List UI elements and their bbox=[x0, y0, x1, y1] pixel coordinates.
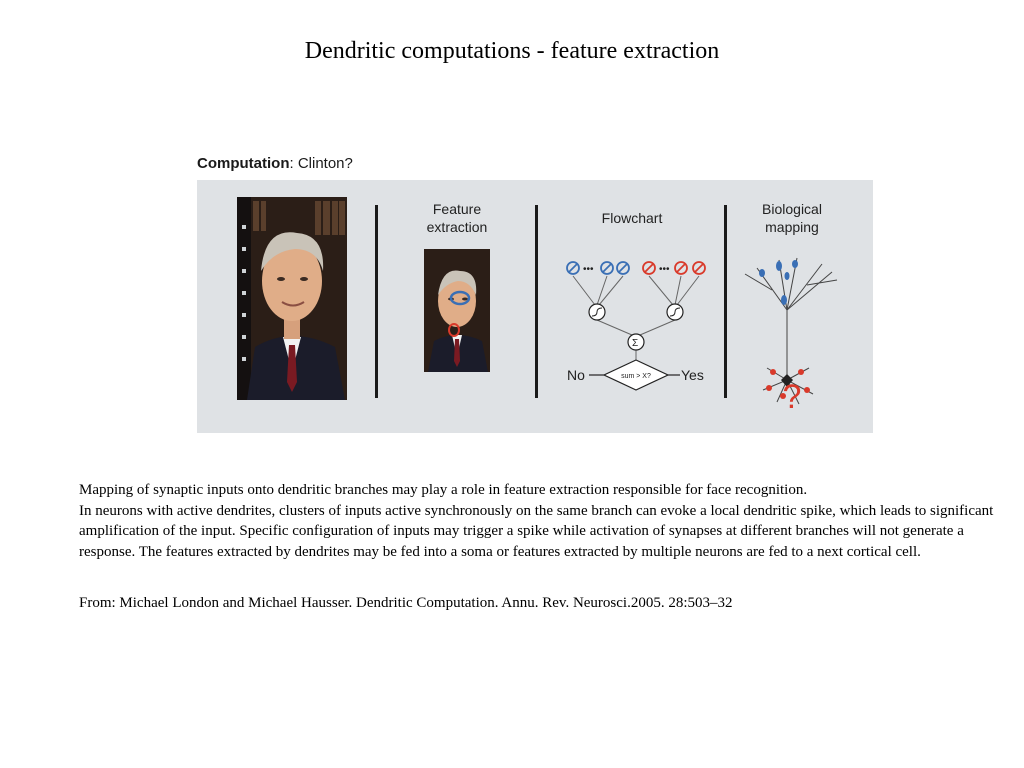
divider-1 bbox=[375, 205, 378, 398]
blue-dots: ••• bbox=[583, 264, 594, 275]
divider-3 bbox=[724, 205, 727, 398]
biological-mapping-label bbox=[742, 200, 842, 236]
divider-2 bbox=[535, 205, 538, 398]
feature-photo bbox=[424, 249, 490, 372]
sum-symbol: Σ bbox=[632, 338, 639, 349]
slide-title: Dendritic computations - feature extraction bbox=[304, 38, 720, 64]
decision-text: sum > X? bbox=[621, 373, 651, 380]
feature-label-line2: extraction bbox=[426, 219, 488, 235]
bio-label-line1: Biological bbox=[762, 201, 822, 217]
decision-yes: Yes bbox=[681, 367, 704, 383]
figure-heading-bold: Computation bbox=[197, 155, 290, 172]
red-input-nodes bbox=[643, 262, 705, 274]
body-line-2: In neurons with active dendrites, clusters of inputs active synchronously on the same branch can evoke a local dendritic spike, which leads to significant amplification of the input. Specific configuration of inputs may trigger a spike while activation of synapses at different branches will not generate a response. The features extracted by dendrites may be fed into a soma or features extracted by multiple neurons are fed to a next cortical cell. bbox=[79, 502, 994, 560]
figure-heading-rest: : Clinton? bbox=[289, 155, 353, 172]
flowchart-diagram bbox=[552, 250, 722, 400]
bio-label-line2: mapping bbox=[765, 219, 819, 235]
figure-panel bbox=[197, 180, 873, 433]
citation: From: Michael London and Michael Hausser. Dendritic Computation. Annu. Rev. Neurosci.2005. 28:503–32 bbox=[79, 595, 733, 611]
bio-question-mark: ? bbox=[782, 378, 802, 416]
blue-input-nodes bbox=[567, 262, 629, 274]
portrait-photo bbox=[237, 197, 347, 400]
feature-label-line1: Feature bbox=[432, 201, 482, 217]
figure-heading bbox=[197, 155, 353, 173]
body-line-1: Mapping of synaptic inputs onto dendritic branches may play a role in feature extraction responsible for face recognition. bbox=[79, 482, 808, 498]
red-dots: ••• bbox=[659, 264, 670, 275]
feature-extraction-label bbox=[402, 200, 512, 236]
flowchart-label: Flowchart bbox=[601, 210, 663, 226]
decision-no: No bbox=[567, 367, 585, 383]
body-text bbox=[79, 480, 999, 562]
